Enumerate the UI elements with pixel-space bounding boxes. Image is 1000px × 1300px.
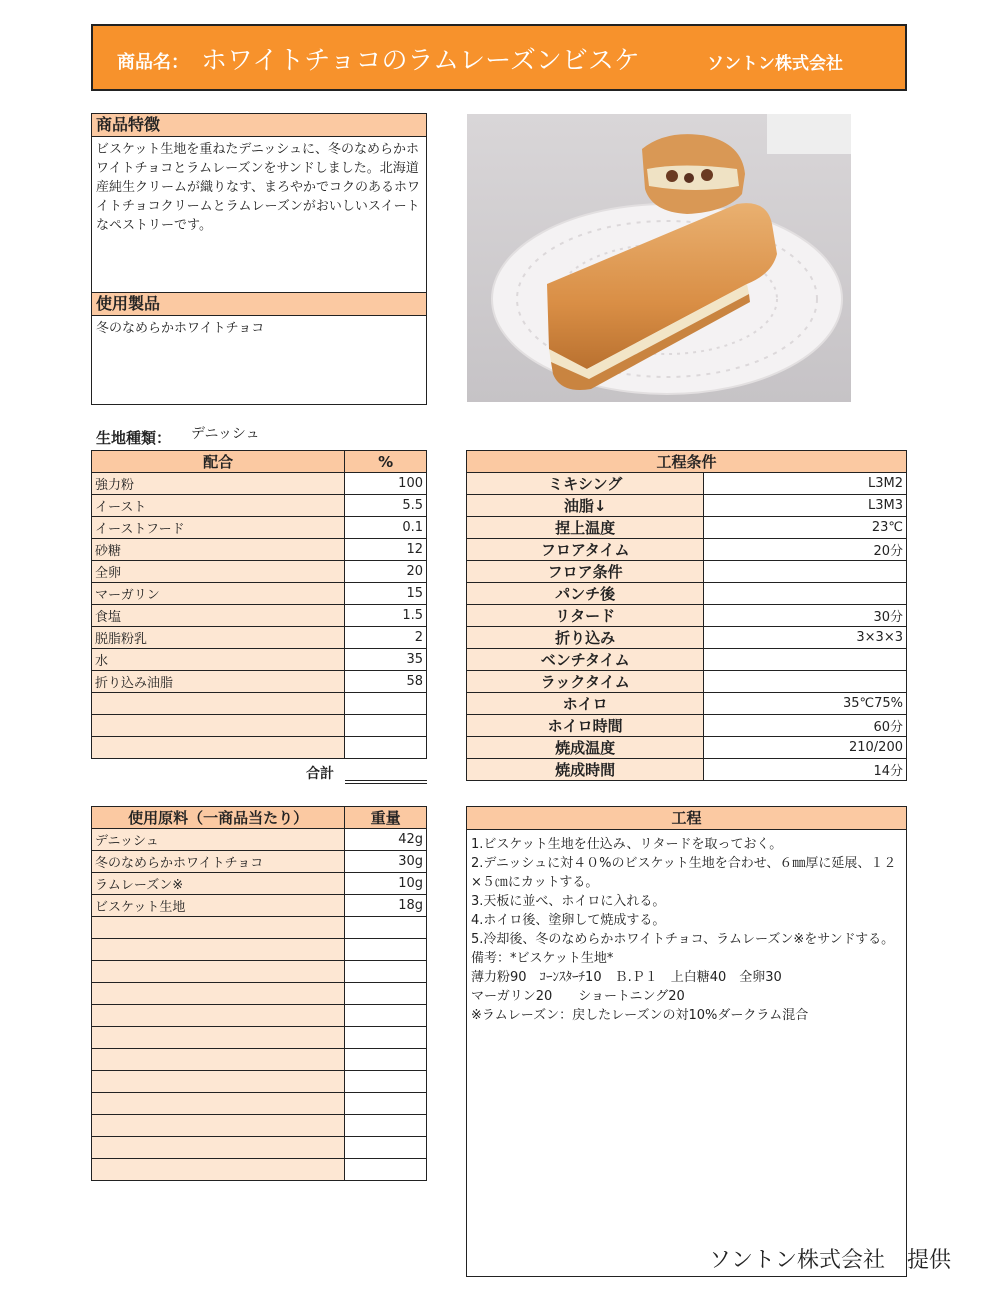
table-row-empty	[92, 1049, 427, 1071]
total-label: 合計	[306, 766, 334, 782]
table-row-empty	[92, 1027, 427, 1049]
table-row: マーガリン 15	[92, 583, 427, 605]
process-heading: 工程	[467, 807, 906, 830]
table-row-empty	[92, 1071, 427, 1093]
process-line: 4.ホイロ後、塗卵して焼成する。	[471, 913, 666, 928]
table-row: パンチ後	[467, 583, 907, 605]
table-row: 折り込み油脂 58	[92, 671, 427, 693]
dough-type-label: 生地種類：	[96, 429, 172, 447]
table-row-empty	[92, 1159, 427, 1181]
product-name-label: 商品名：	[117, 52, 189, 73]
features-heading: 商品特徴	[92, 114, 426, 137]
table-row-empty	[92, 1093, 427, 1115]
table-row: 折り込み 3×3×3	[467, 627, 907, 649]
table-row: フロアタイム 20分	[467, 539, 907, 561]
conditions-table	[466, 450, 907, 781]
table-row-empty	[92, 1115, 427, 1137]
table-row: 冬のなめらかホワイトチョコ 30g	[92, 851, 427, 873]
table-row: ラムレーズン※ 10g	[92, 873, 427, 895]
conditions-header: 工程条件	[467, 451, 907, 473]
table-row: リタード 30分	[467, 605, 907, 627]
process-line: 1.ビスケット生地を仕込み、リタードを取っておく。	[471, 837, 783, 852]
table-row-empty	[92, 693, 427, 715]
table-row: イースト 5.5	[92, 495, 427, 517]
table-row-empty	[92, 715, 427, 737]
process-note-line: マーガリン20 ショートニング20	[471, 989, 685, 1004]
materials-header-name: 使用原料（一商品当たり）	[92, 807, 345, 829]
table-row: 強力粉 100	[92, 473, 427, 495]
table-row: イーストフード 0.1	[92, 517, 427, 539]
table-row: ベンチタイム	[467, 649, 907, 671]
table-row: ミキシング L3M2	[467, 473, 907, 495]
table-row: 脱脂粉乳 2	[92, 627, 427, 649]
table-row: 油脂↓ L3M3	[467, 495, 907, 517]
table-row-empty	[92, 1005, 427, 1027]
products-box	[91, 292, 427, 405]
materials-header-weight: 重量	[345, 807, 427, 829]
table-row: 水 35	[92, 649, 427, 671]
provided-by: ソントン株式会社 提供	[709, 1248, 952, 1273]
table-row: ビスケット生地 18g	[92, 895, 427, 917]
process-note-line: ※ラムレーズン：戻したレーズンの対10%ダークラム混合	[471, 1008, 809, 1023]
pastry-illustration	[467, 114, 851, 402]
table-row: フロア条件	[467, 561, 907, 583]
table-row: ホイロ時間 60分	[467, 715, 907, 737]
process-line: 3.天板に並べ、ホイロに入れる。	[471, 894, 666, 909]
table-row: デニッシュ 42g	[92, 829, 427, 851]
table-row-empty	[92, 961, 427, 983]
recipe-header-ingredient: 配合	[92, 451, 345, 473]
features-text: ビスケット生地を重ねたデニッシュに、冬のなめらかホワイトチョコとラムレーズンをサンドしました。北海道産純生クリームが織りなす、まろやかでコクのあるホワイトチョコクリームとラムレーズンがおいしいスイートなペストリーです。	[96, 142, 420, 233]
table-row-empty	[92, 939, 427, 961]
product-photo	[467, 114, 851, 402]
recipe-table	[91, 450, 427, 759]
table-row-empty	[92, 983, 427, 1005]
table-row-empty	[92, 1137, 427, 1159]
table-row: 捏上温度 23℃	[467, 517, 907, 539]
process-box	[466, 806, 907, 1277]
table-row: 砂糖 12	[92, 539, 427, 561]
process-text	[467, 830, 906, 1030]
process-line: 5.冷却後、冬のなめらかホワイトチョコ、ラムレーズン※をサンドする。	[471, 932, 895, 947]
table-row: 食塩 1.5	[92, 605, 427, 627]
total-underline	[345, 780, 427, 784]
table-row: 焼成時間 14分	[467, 759, 907, 781]
dough-type-value: デニッシュ	[191, 426, 260, 442]
company-name: ソントン株式会社	[707, 54, 843, 74]
title-banner	[91, 24, 907, 91]
process-note-line: 薄力粉90 ｺｰﾝｽﾀｰﾁ10 Ｂ.Ｐ１ 上白糖40 全卵30	[471, 970, 782, 985]
table-row: 焼成温度 210/200	[467, 737, 907, 759]
process-line: 2.デニッシュに対４０%のビスケット生地を合わせ、６㎜厚に延展、１２×５㎝にカットする。	[471, 856, 897, 890]
products-text: 冬のなめらかホワイトチョコ	[96, 321, 265, 336]
table-row: 全卵 20	[92, 561, 427, 583]
recipe-header-percent: %	[345, 451, 427, 473]
table-row-empty	[92, 917, 427, 939]
process-note-line: 備考：*ビスケット生地*	[471, 951, 614, 966]
table-row: ホイロ 35℃75%	[467, 693, 907, 715]
table-row-empty	[92, 737, 427, 759]
product-name: ホワイトチョコのラムレーズンビスケ	[201, 46, 640, 76]
features-box	[91, 113, 427, 293]
products-heading: 使用製品	[92, 293, 426, 316]
materials-table	[91, 806, 427, 1181]
table-row: ラックタイム	[467, 671, 907, 693]
